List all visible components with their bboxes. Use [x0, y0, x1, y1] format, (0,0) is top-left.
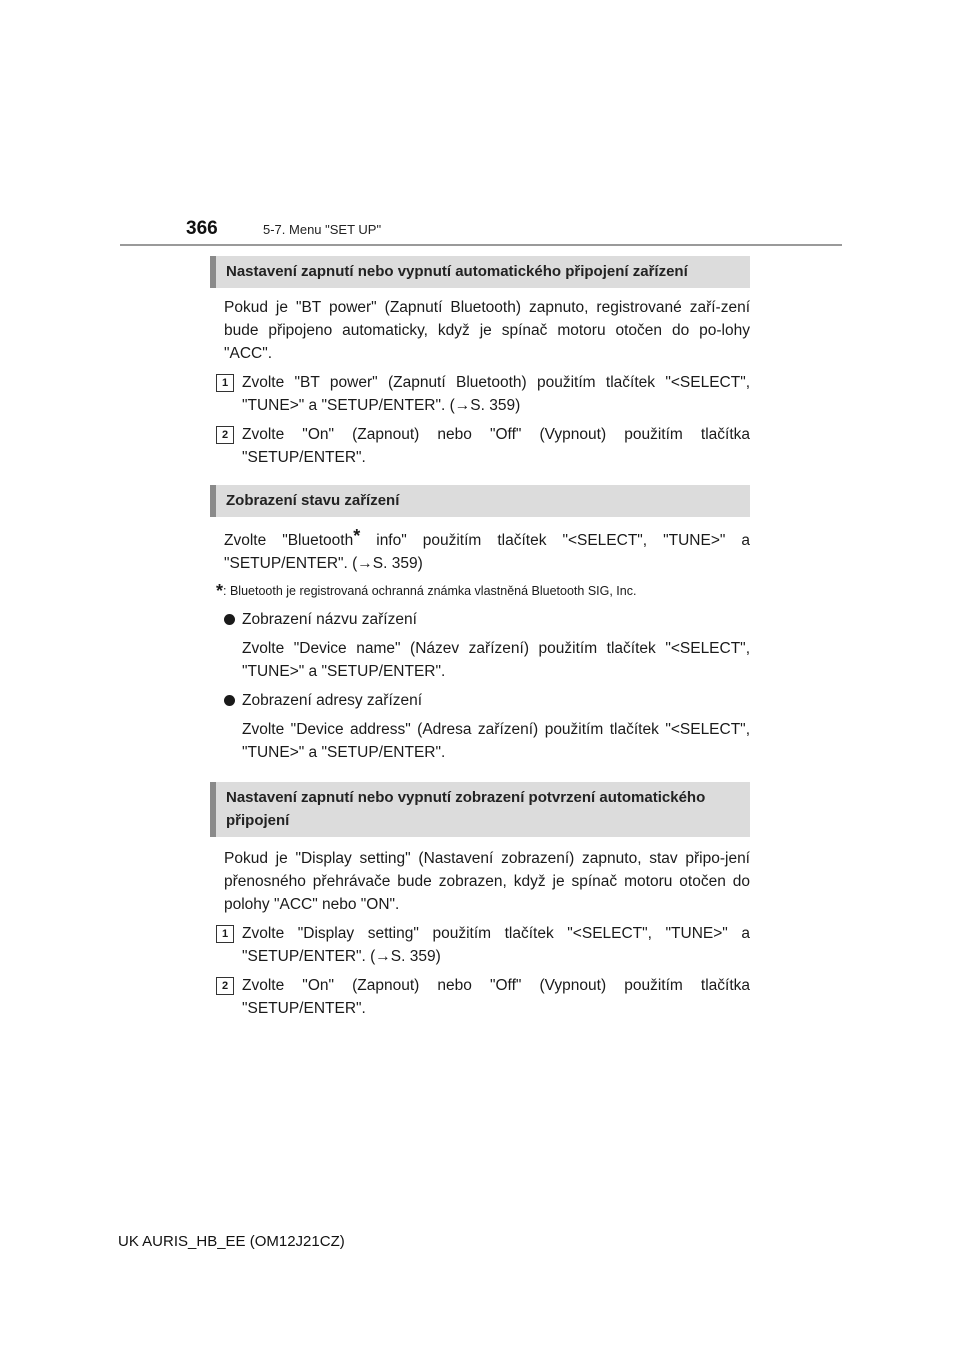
bullet-device-address [210, 689, 750, 712]
page-header [0, 0, 960, 250]
intro-text-end: info" použitím tlačítek "<SELECT", "TUNE>" a "SETUP/ENTER". (→S. 359) [224, 532, 750, 572]
heading-device-status: Zobrazení stavu zařízení [210, 485, 750, 517]
auto-connect-step-1 [210, 371, 750, 417]
footnote [210, 582, 750, 600]
step-text: Zvolte "On" (Zapnout) nebo "Off" (Vypnout) použitím tlačítka "SETUP/ENTER". [242, 977, 750, 1017]
step-number-badge: 1 [216, 925, 234, 943]
page-number: 366 [186, 218, 218, 239]
section-title: 5-7. Menu "SET UP" [263, 222, 382, 237]
step-text: Zvolte "BT power" (Zapnutí Bluetooth) použitím tlačítek "<SELECT", "TUNE>" a "SETUP/ENTER". (→S. 359) [242, 374, 750, 414]
display-confirm-step-2 [210, 974, 750, 1020]
step-text: Zvolte "Display setting" použitím tlačítek "<SELECT", "TUNE>" a "SETUP/ENTER". (→S. 359) [242, 925, 750, 965]
intro-text-start: Zvolte "Bluetooth [224, 532, 354, 549]
bullet-title: Zobrazení adresy zařízení [242, 692, 423, 709]
heading-display-confirm: Nastavení zapnutí nebo vypnutí zobrazení potvrzení automatického připojení [210, 782, 750, 837]
heading-auto-connect: Nastavení zapnutí nebo vypnutí automatického připojení zařízení [210, 256, 750, 288]
footnote-marker: * [353, 526, 361, 546]
step-number-badge: 2 [216, 977, 234, 995]
footnote-text: : Bluetooth je registrovaná ochranná známka vlastněná Bluetooth SIG, Inc. [223, 584, 637, 598]
bullet-dot-icon [224, 695, 235, 706]
step-number-badge: 1 [216, 374, 234, 392]
device-name-text: Zvolte "Device name" (Název zařízení) použitím tlačítek "<SELECT", "TUNE>" a "SETUP/ENTER". [242, 640, 750, 680]
display-confirm-intro: Pokud je "Display setting" (Nastavení zobrazení) zapnuto, stav připo-jení přenosného přehrávače bude zobrazen, když je spínač motoru otočen do polohy "ACC" nebo "ON". [224, 850, 750, 913]
page-content [210, 256, 750, 1020]
display-confirm-step-1 [210, 922, 750, 968]
step-number-badge: 2 [216, 426, 234, 444]
device-status-intro [210, 526, 750, 575]
device-address-text: Zvolte "Device address" (Adresa zařízení) použitím tlačítek "<SELECT", "TUNE>" a "SETUP/ENTER". [242, 721, 750, 761]
footnote-star: * [216, 581, 224, 601]
bullet-dot-icon [224, 614, 235, 625]
footer-model-code: UK AURIS_HB_EE (OM12J21CZ) [118, 1233, 345, 1250]
bullet-device-name [210, 608, 750, 631]
auto-connect-intro: Pokud je "BT power" (Zapnutí Bluetooth) zapnuto, registrované zaří-zení bude připojeno automaticky, když je spínač motoru otočen do po-lohy "ACC". [224, 299, 750, 362]
auto-connect-step-2 [210, 423, 750, 469]
bullet-title: Zobrazení názvu zařízení [242, 611, 417, 628]
step-text: Zvolte "On" (Zapnout) nebo "Off" (Vypnout) použitím tlačítka "SETUP/ENTER". [242, 426, 750, 466]
header-rule [120, 244, 842, 246]
